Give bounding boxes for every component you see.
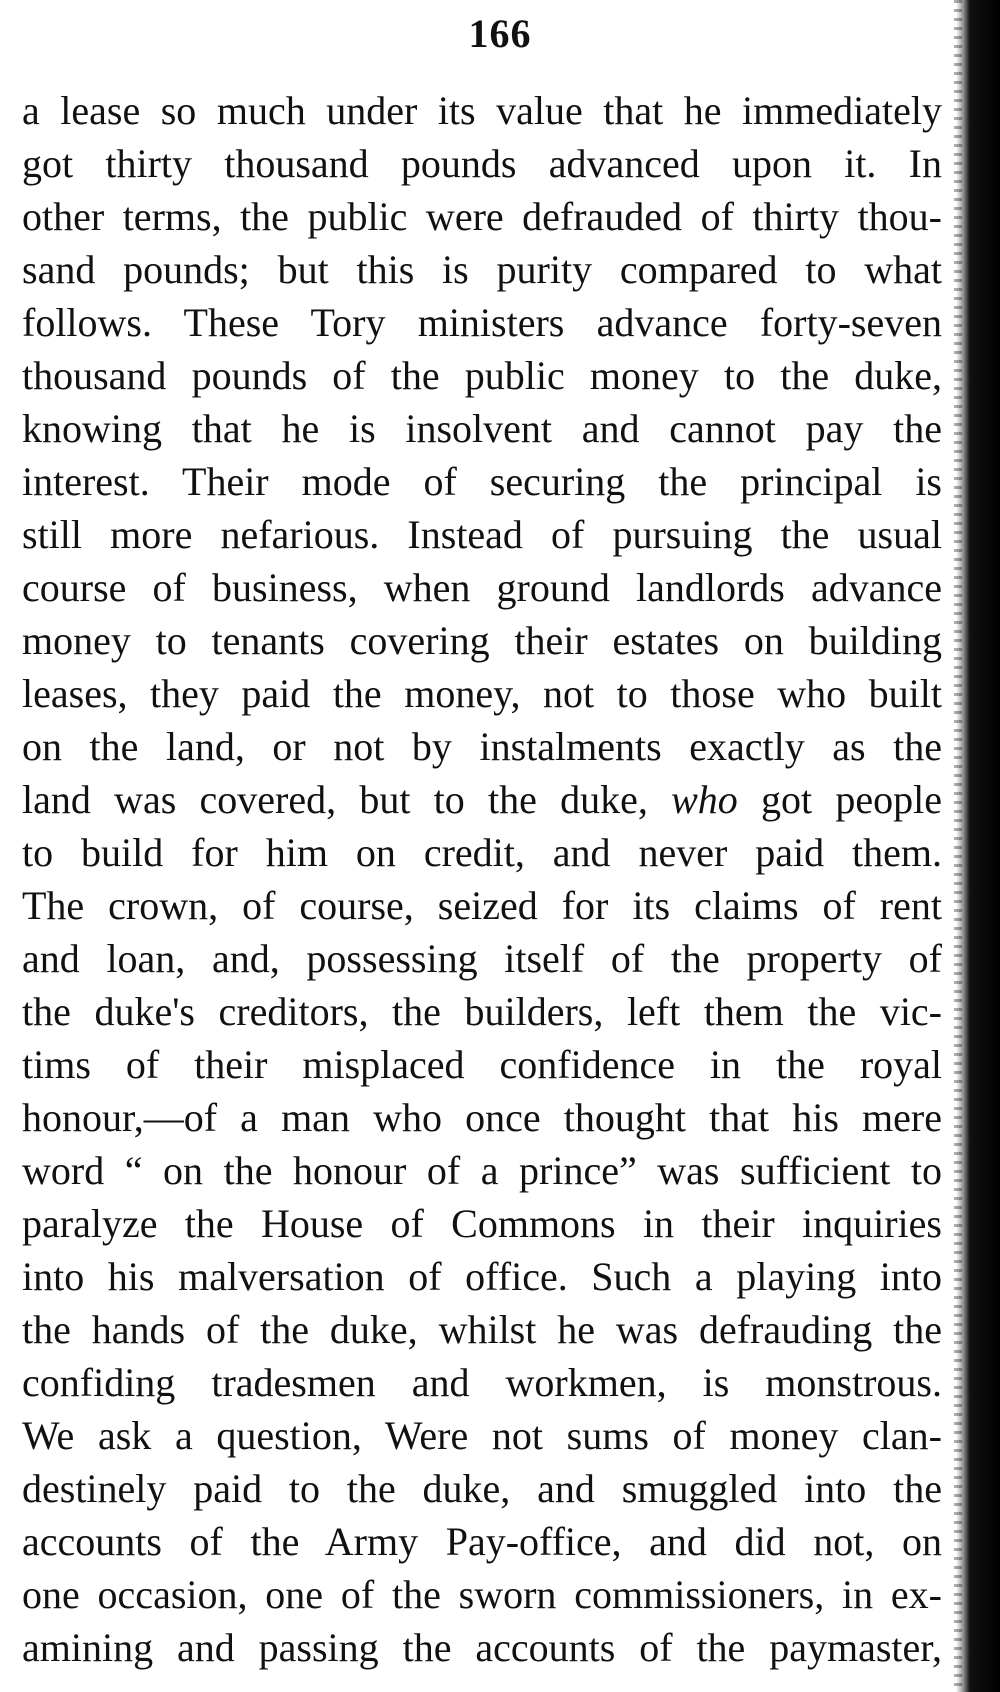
text-line: paralyze the House of Commons in their inquiries [22, 1201, 942, 1246]
text-line: interest. Their mode of securing the principal is [22, 459, 942, 504]
text-line: the duke's creditors, the builders, left them the vic- [22, 989, 942, 1034]
text-line: on the land, or not by instalments exactly as the [22, 724, 942, 769]
text-line: into his malversation of office. Such a playing into [22, 1254, 942, 1299]
text-line: accounts of the Army Pay-office, and did not, on [22, 1519, 942, 1564]
text-line: a lease so much under its value that he immediately [22, 88, 942, 133]
text-line [22, 773, 942, 826]
text-line: other terms, the public were defrauded of thirty thou- [22, 194, 942, 239]
text-line: money to tenants covering their estates on building [22, 618, 942, 663]
text-line: the hands of the duke, whilst he was defrauding the [22, 1307, 942, 1352]
text-line: still more nefarious. Instead of pursuing the usual [22, 512, 942, 557]
text-line: follows. These Tory ministers advance forty-seven [22, 300, 942, 345]
text-line: honour,—of a man who once thought that his mere [22, 1095, 942, 1140]
text-line: knowing that he is insolvent and cannot pay the [22, 406, 942, 451]
text-line: and loan, and, possessing itself of the property of [22, 936, 942, 981]
text-line: We ask a question, Were not sums of money clan- [22, 1413, 942, 1458]
text-line: destinely paid to the duke, and smuggled into the [22, 1466, 942, 1511]
text-line: sand pounds; but this is purity compared to what [22, 247, 942, 292]
text-line: to build for him on credit, and never paid them. [22, 830, 942, 875]
text-line: thousand pounds of the public money to the duke, [22, 353, 942, 398]
text-line: tims of their misplaced confidence in the royal [22, 1042, 942, 1087]
text-line: word “ on the honour of a prince” was sufficient to [22, 1148, 942, 1193]
text-line: confiding tradesmen and workmen, is monstrous. [22, 1360, 942, 1405]
page-edge-shadow [956, 0, 1000, 1692]
text-line: course of business, when ground landlords advance [22, 565, 942, 610]
text-line: leases, they paid the money, not to those who built [22, 671, 942, 716]
italic-word: who [671, 777, 738, 822]
page-edge-texture [954, 0, 962, 1692]
text-line: got thirty thousand pounds advanced upon it. In [22, 141, 942, 186]
page-number: 166 [468, 11, 532, 56]
text-line: one occasion, one of the sworn commissioners, in ex- [22, 1572, 942, 1617]
text-line: The crown, of course, seized for its claims of rent [22, 883, 942, 928]
body-text [22, 84, 942, 1674]
text-line: amining and passing the accounts of the paymaster, [22, 1625, 942, 1670]
text-segment: land was covered, but to the duke, [22, 777, 672, 822]
text-segment: got people [737, 777, 942, 822]
